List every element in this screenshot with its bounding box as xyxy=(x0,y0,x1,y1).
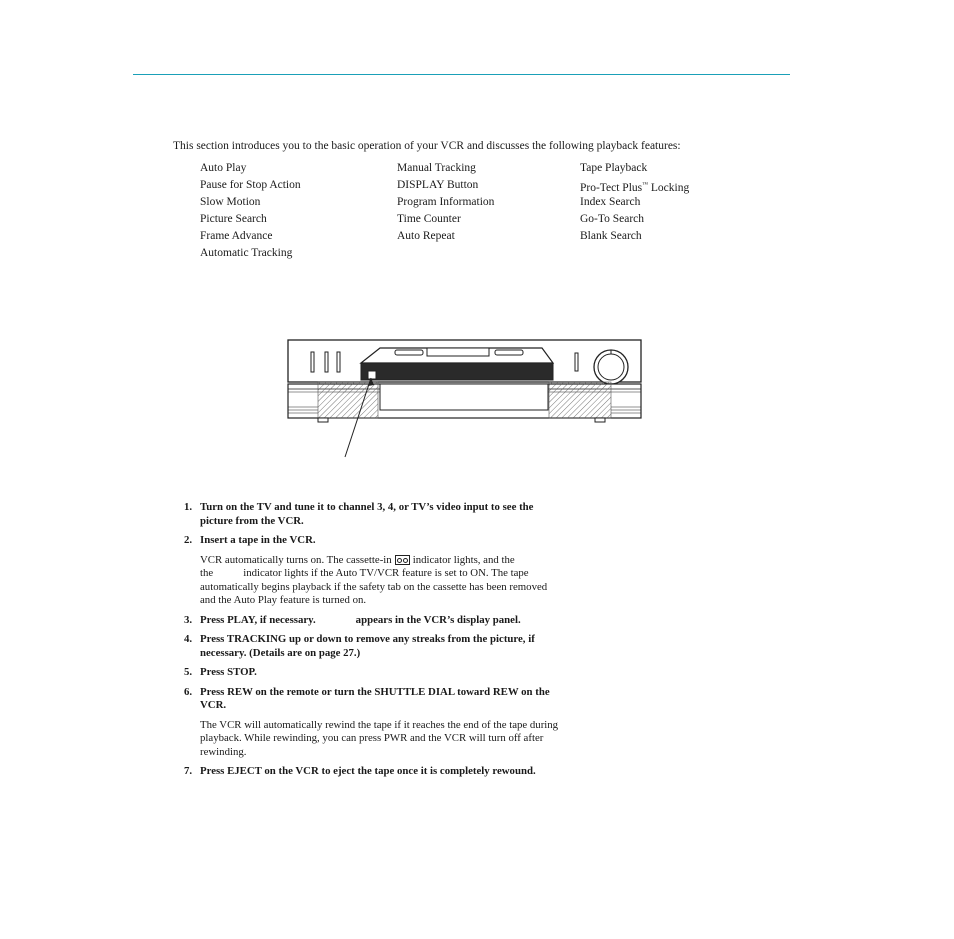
feature-list-col-2 xyxy=(397,160,494,245)
intro-text: This section introduces you to the basic operation of your VCR and discusses the following playback features: xyxy=(173,140,681,152)
step-2-note: VCR automatically turns on. The cassette-in indicator lights, and the the indicator lights if the Auto TV/VCR feature is set to ON. The tape automatically begins playback if the safety tab on the cassette has been removed and the Auto Play feature is turned on. xyxy=(200,553,548,606)
feature-item: Slow Motion xyxy=(200,196,261,208)
header-rule xyxy=(133,74,790,75)
feature-item: Index Search xyxy=(580,196,641,208)
step-5: 5. Press STOP. xyxy=(184,666,257,678)
feature-item: DISPLAY Button xyxy=(397,179,479,191)
step-6: 6. Press REW on the remote or turn the SHUTTLE DIAL toward REW on the VCR. xyxy=(184,685,550,711)
step-6-note: The VCR will automatically rewind the tape if it reaches the end of the tape during playback. While rewinding, you can press PWR and the VCR will turn off after rewinding. xyxy=(200,718,559,758)
step-4: 4. Press TRACKING up or down to remove any streaks from the picture, if necessary. (Details are on page 27.) xyxy=(184,633,535,659)
feature-list-col-3 xyxy=(580,160,689,245)
step-1: 1. Turn on the TV and tune it to channel 3, 4, or TV’s video input to see the picture from the VCR. xyxy=(184,501,534,527)
feature-item: Time Counter xyxy=(397,213,461,225)
feature-item: Frame Advance xyxy=(200,230,273,242)
step-2: 2. Insert a tape in the VCR. xyxy=(184,534,316,546)
feature-item: Picture Search xyxy=(200,213,267,225)
feature-item: Blank Search xyxy=(580,230,642,242)
feature-item: Auto Repeat xyxy=(397,230,455,242)
feature-item: Auto Play xyxy=(200,162,247,174)
feature-item: Manual Tracking xyxy=(397,162,476,174)
step-7: 7. Press EJECT on the VCR to eject the tape once it is completely rewound. xyxy=(184,765,536,777)
feature-item: Pro-Tect Plus™ Locking xyxy=(580,181,690,194)
feature-item: Pause for Stop Action xyxy=(200,179,301,191)
playback-steps xyxy=(184,501,564,785)
feature-list-col-1 xyxy=(200,160,301,262)
feature-item: Program Information xyxy=(397,196,495,208)
vcr-front-panel-illustration xyxy=(285,338,645,463)
feature-item: Tape Playback xyxy=(580,162,648,174)
step-3: 3. Press PLAY, if necessary. appears in the VCR’s display panel. xyxy=(184,613,521,626)
cassette-icon xyxy=(395,555,410,565)
feature-item: Go-To Search xyxy=(580,213,645,225)
feature-item: Automatic Tracking xyxy=(200,247,293,259)
